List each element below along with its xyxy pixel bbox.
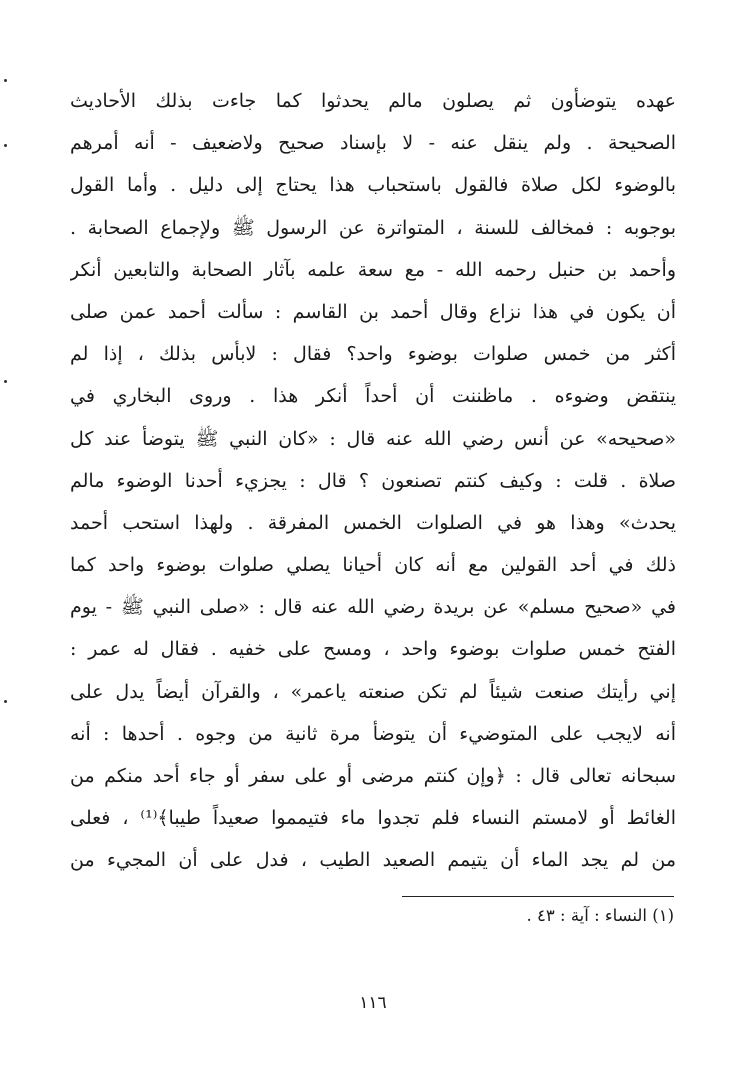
footnote: (١) النساء : آية : ٤٣ . [526, 906, 674, 925]
footnote-separator [402, 896, 674, 897]
margin-mark [4, 380, 7, 383]
text-line: ذلك في أحد القولين مع أنه كان أحيانا يصلي صلوات بوضوء واحد كما [70, 554, 676, 577]
text-line: إني رأيتك صنعت شيئاً لم تكن صنعته ياعمر» ، والقرآن أيضاً يدل على [70, 680, 676, 703]
text-line: يحدث» وهذا هو في الصلوات الخمس المفرقة . ولهذا استحب أحمد [70, 511, 676, 534]
text-line: ينتقض وضوءه . ماظننت أن أحداً أنكر هذا . وروى البخاري في [70, 385, 676, 408]
text-line: الفتح خمس صلوات بوضوء واحد ، ومسح على خفيه . فقال له عمر : [70, 638, 676, 661]
text-line: «صحيحه» عن أنس رضي الله عنه قال : «كان النبي ﷺ يتوضأ عند كل [70, 427, 676, 450]
text-line: عهده يتوضأون ثم يصلون مالم يحدثوا كما جاءت بذلك الأحاديث [70, 90, 676, 112]
text-line: صلاة . قلت : وكيف كنتم تصنعون ؟ قال : يجزيء أحدنا الوضوء مالم [70, 469, 676, 492]
text-line: أنه لايجب على المتوضيء أن يتوضأ مرة ثانية من وجوه . أحدها : أنه [70, 722, 676, 745]
body-text [70, 80, 676, 882]
text-line: من لم يجد الماء أن يتيمم الصعيد الطيب ، فدل على أن المجيء من [70, 849, 676, 872]
margin-mark [4, 144, 7, 147]
text-line: أكثر من خمس صلوات بوضوء واحد؟ فقال : لابأس بذلك ، إذا لم [70, 343, 676, 366]
text-line: بالوضوء لكل صلاة فالقول باستحباب هذا يحتاج إلى دليل . وأما القول [70, 174, 676, 197]
page-number: ١١٦ [359, 993, 387, 1013]
text-line: الغائط أو لامستم النساء فلم تجدوا ماء فتيمموا صعيداً طيبا﴾⁽¹⁾ ، فعلى [70, 807, 676, 830]
text-line: وأحمد بن حنبل رحمه الله - مع سعة علمه بآثار الصحابة والتابعين أنكر [70, 258, 676, 281]
text-line: الصحيحة . ولم ينقل عنه - لا بإسناد صحيح ولاضعيف - أنه أمرهم [70, 132, 676, 155]
text-line: بوجوبه : فمخالف للسنة ، المتواترة عن الرسول ﷺ ولإجماع الصحابة . [70, 216, 676, 239]
margin-mark [4, 79, 7, 82]
text-line: أن يكون في هذا نزاع وقال أحمد بن القاسم : سألت أحمد عمن صلى [70, 300, 676, 323]
margin-mark [4, 700, 7, 703]
text-line: سبحانه تعالى قال : ﴿وإن كنتم مرضى أو على سفر أو جاء أحد منكم من [70, 765, 676, 787]
text-line: في «صحيح مسلم» عن بريدة رضي الله عنه قال : «صلى النبي ﷺ - يوم [70, 596, 676, 619]
